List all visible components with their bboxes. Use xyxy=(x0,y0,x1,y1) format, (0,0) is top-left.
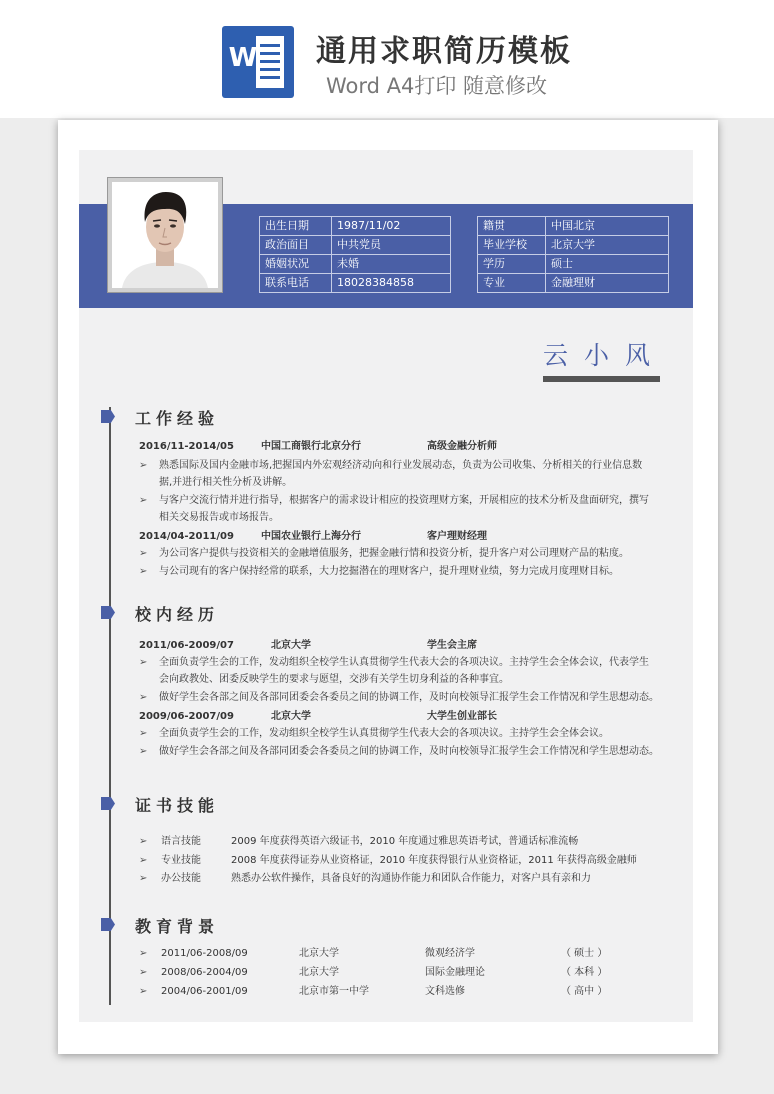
info-label: 出生日期 xyxy=(260,217,332,236)
info-row xyxy=(260,217,451,236)
skill-label: 语言技能 xyxy=(161,836,201,847)
campus-period: 2011/06-2009/07 xyxy=(139,640,234,651)
edu-major: 国际金融理论 xyxy=(425,967,485,978)
bullet-arrow-icon: ➢ xyxy=(139,728,148,739)
skill-text: 2009 年度获得英语六级证书，2010 年度通过雅思英语考试，普通话标准流畅 xyxy=(231,836,579,847)
info-label: 籍贯 xyxy=(478,217,546,236)
info-label: 学历 xyxy=(478,255,546,274)
edu-degree: （ 硕士 ） xyxy=(561,948,608,959)
info-label: 毕业学校 xyxy=(478,236,546,255)
job-period: 2014/04-2011/09 xyxy=(139,531,234,542)
info-value: 18028384858 xyxy=(332,274,451,293)
campus-org: 北京大学 xyxy=(271,640,311,651)
info-value: 中国北京 xyxy=(546,217,669,236)
job-org: 中国农业银行上海分行 xyxy=(261,531,361,542)
campus-role: 学生会主席 xyxy=(427,640,477,651)
job-org: 中国工商银行北京分行 xyxy=(261,441,361,452)
job-role: 客户理财经理 xyxy=(427,531,487,542)
edu-school: 北京大学 xyxy=(299,948,339,959)
skill-label: 专业技能 xyxy=(161,855,201,866)
bullet-line: 熟悉国际及国内金融市场,把握国内外宏观经济动向和行业发展动态，负责为公司收集、分析相关的行业信息数 xyxy=(159,460,643,471)
profile-photo xyxy=(107,177,223,293)
resume-sheet xyxy=(58,120,718,1054)
word-icon xyxy=(222,26,294,98)
info-label: 专业 xyxy=(478,274,546,293)
bullet-line: 据,并进行相关性分析及讲解。 xyxy=(159,477,293,488)
info-row xyxy=(478,217,669,236)
edu-period: 2008/06-2004/09 xyxy=(161,967,248,978)
bullet-arrow-icon: ➢ xyxy=(139,460,148,471)
bullet-arrow-icon: ➢ xyxy=(139,746,148,757)
bullet-arrow-icon: ➢ xyxy=(139,967,148,978)
info-row xyxy=(478,255,669,274)
info-label: 婚姻状况 xyxy=(260,255,332,274)
section-marker-icon xyxy=(101,410,115,423)
bullet-arrow-icon: ➢ xyxy=(139,657,148,668)
skill-text: 2008 年度获得证券从业资格证，2010 年度获得银行从业资格证，2011 年获得高级金融师 xyxy=(231,855,637,866)
edu-major: 微观经济学 xyxy=(425,948,475,959)
campus-role: 大学生创业部长 xyxy=(427,711,497,722)
edu-degree: （ 本科 ） xyxy=(561,967,608,978)
bullet-line: 为公司客户提供与投资相关的金融增值服务，把握金融行情和投资分析，提升客户对公司理财产品的粘度。 xyxy=(159,548,629,559)
info-row xyxy=(478,236,669,255)
info-value: 中共党员 xyxy=(332,236,451,255)
edu-period: 2004/06-2001/09 xyxy=(161,986,248,997)
skill-label: 办公技能 xyxy=(161,873,201,884)
job-role: 高级金融分析师 xyxy=(427,441,497,452)
bullet-line: 全面负责学生会的工作，发动组织全校学生认真贯彻学生代表大会的各项决议。主持学生会全体会议。 xyxy=(159,728,609,739)
bullet-arrow-icon: ➢ xyxy=(139,948,148,959)
info-value: 1987/11/02 xyxy=(332,217,451,236)
page-title: 通用求职简历模板 xyxy=(316,34,572,69)
section-title-work: 工作经验 xyxy=(135,409,220,428)
bullet-line: 相关交易报告或市场报告。 xyxy=(159,512,279,523)
bullet-line: 与客户交流行情并进行指导，根据客户的需求设计相应的投资理财方案，开展相应的技术分析及盘面研究，撰写 xyxy=(159,495,649,506)
bullet-arrow-icon: ➢ xyxy=(139,873,148,884)
info-row xyxy=(478,274,669,293)
bullet-line: 做好学生会各部之间及各部同团委会各委员之间的协调工作，及时向校领导汇报学生会工作情况和学生思想动态。 xyxy=(159,746,659,757)
top-banner xyxy=(0,0,774,118)
info-value: 未婚 xyxy=(332,255,451,274)
bullet-line: 全面负责学生会的工作，发动组织全校学生认真贯彻学生代表大会的各项决议。主持学生会全体会议，代表学生 xyxy=(159,657,649,668)
bullet-arrow-icon: ➢ xyxy=(139,692,148,703)
name-underline xyxy=(543,376,660,382)
bullet-line: 与公司现有的客户保持经常的联系，大力挖掘潜在的理财客户，提升理财业绩，努力完成月度理财目标。 xyxy=(159,566,619,577)
info-value: 硕士 xyxy=(546,255,669,274)
edu-degree: （ 高中 ） xyxy=(561,986,608,997)
info-value: 北京大学 xyxy=(546,236,669,255)
word-icon-letter: W xyxy=(228,43,258,73)
bullet-arrow-icon: ➢ xyxy=(139,548,148,559)
section-title-campus: 校内经历 xyxy=(135,605,220,624)
info-label: 政治面目 xyxy=(260,236,332,255)
campus-org: 北京大学 xyxy=(271,711,311,722)
page-subtitle: Word A4打印 随意修改 xyxy=(326,74,548,98)
bullet-arrow-icon: ➢ xyxy=(139,855,148,866)
section-marker-icon xyxy=(101,797,115,810)
edu-school: 北京市第一中学 xyxy=(299,986,369,997)
bullet-arrow-icon: ➢ xyxy=(139,836,148,847)
info-table-left xyxy=(259,216,451,293)
section-marker-icon xyxy=(101,918,115,931)
info-value: 金融理财 xyxy=(546,274,669,293)
section-marker-icon xyxy=(101,606,115,619)
document-lines xyxy=(254,34,286,90)
info-row xyxy=(260,274,451,293)
campus-period: 2009/06-2007/09 xyxy=(139,711,234,722)
bullet-arrow-icon: ➢ xyxy=(139,495,148,506)
job-period: 2016/11-2014/05 xyxy=(139,441,234,452)
info-table-right xyxy=(477,216,669,293)
skill-text: 熟悉办公软件操作，具备良好的沟通协作能力和团队合作能力，对客户具有亲和力 xyxy=(231,873,591,884)
timeline-line xyxy=(109,407,111,1005)
info-row xyxy=(260,236,451,255)
bullet-line: 做好学生会各部之间及各部同团委会各委员之间的协调工作，及时向校领导汇报学生会工作情况和学生思想动态。 xyxy=(159,692,659,703)
resume-page xyxy=(79,150,693,1022)
edu-period: 2011/06-2008/09 xyxy=(161,948,248,959)
edu-school: 北京大学 xyxy=(299,967,339,978)
bullet-arrow-icon: ➢ xyxy=(139,566,148,577)
bullet-line: 会向政教处、团委反映学生的要求与愿望，交涉有关学生切身利益的各种事宜。 xyxy=(159,674,509,685)
section-title-skills: 证书技能 xyxy=(135,796,220,815)
bullet-arrow-icon: ➢ xyxy=(139,986,148,997)
edu-major: 文科选修 xyxy=(425,986,465,997)
info-row xyxy=(260,255,451,274)
portrait-image xyxy=(112,182,218,288)
candidate-name: 云小风 xyxy=(543,341,667,370)
info-label: 联系电话 xyxy=(260,274,332,293)
section-title-education: 教育背景 xyxy=(135,917,220,936)
